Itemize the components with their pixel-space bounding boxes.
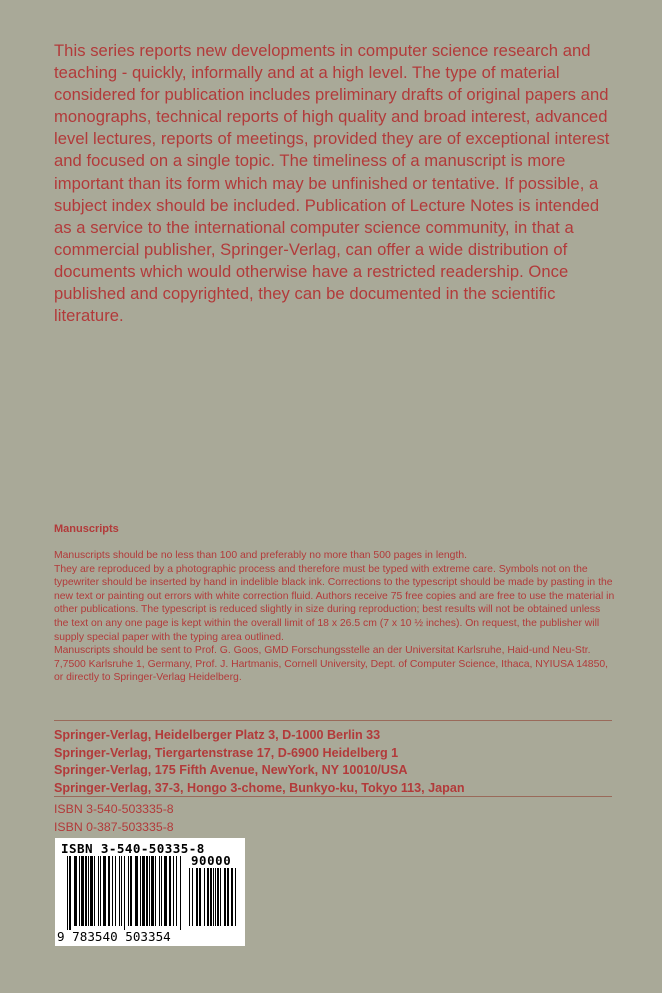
barcode-bar	[112, 856, 113, 926]
address-heidelberg: Springer-Verlag, Tiergartenstrase 17, D-6900 Heidelberg 1	[54, 745, 399, 760]
barcode-bar	[90, 856, 93, 926]
barcode-bar	[161, 856, 162, 926]
barcode-bar	[159, 856, 160, 926]
barcode-bar	[94, 856, 95, 926]
barcode-bar	[173, 856, 174, 926]
barcode-bar	[204, 868, 205, 926]
barcode-bar	[213, 868, 214, 926]
barcode-bar	[81, 856, 84, 926]
barcode-label	[55, 838, 245, 946]
barcode-bar	[231, 868, 233, 926]
barcode-bar	[199, 868, 201, 926]
manuscripts-heading: Manuscripts	[54, 523, 119, 535]
isbn-list	[54, 800, 174, 836]
barcode-bar	[100, 856, 101, 926]
barcode-bar	[164, 856, 167, 926]
barcode-ean-number: 9 783540 503354	[57, 929, 171, 944]
barcode-bar	[140, 856, 141, 926]
isbn-us: ISBN 0-387-503335-8	[54, 820, 174, 834]
barcode-bar	[67, 856, 68, 930]
barcode-bar	[124, 856, 125, 930]
isbn-german: ISBN 3-540-503335-8	[54, 802, 174, 816]
barcode-bar	[98, 856, 99, 926]
barcode-bar	[207, 868, 209, 926]
barcode-bar	[128, 856, 129, 926]
barcode-isbn-text: ISBN 3-540-50335-8	[61, 841, 205, 856]
address-tokyo: Springer-Verlag, 37-3, Hongo 3-chome, Bunkyo-ku, Tokyo 113, Japan	[54, 780, 465, 795]
address-new-york: Springer-Verlag, 175 Fifth Avenue, NewYork, NY 10010/USA	[54, 763, 408, 778]
barcode-addon-number: 90000	[191, 853, 232, 868]
barcode-bar	[210, 868, 212, 926]
barcode-bar	[192, 868, 193, 926]
barcode-bar	[130, 856, 132, 926]
manuscripts-typing-paragraph: They are reproduced by a photographic process and therefore must be typed with extreme care. Symbols not on the typewriter should be inserted by hand in indelible black ink. Corrections to the typescript should be made by pasting in the new text or painting out errors with white correction fluid. Authors receive 75 free copies and are free to use the material in other publications. The typescript is reduced slightly in size during reproduction; best results will not be obtained unless the text on any one page is kept within the overall limit of 18 x 26.5 cm (7 x 10 ½ inches). On request, the publisher will supply special paper with the typing area outlined.	[54, 563, 615, 643]
address-berlin: Springer-Verlag, Heidelberger Platz 3, D-1000 Berlin 33	[54, 728, 381, 742]
divider-bottom	[54, 796, 612, 797]
divider-top	[54, 720, 612, 721]
barcode-bar	[108, 856, 110, 926]
barcode-bar	[180, 856, 181, 930]
barcode-bar	[215, 868, 216, 926]
barcode-bar	[115, 856, 116, 926]
barcode-bar	[169, 856, 171, 926]
barcode-bar	[85, 856, 87, 926]
barcode-bar	[220, 868, 221, 926]
barcode-bar	[74, 856, 77, 926]
barcode-bar	[151, 856, 154, 926]
barcode-bar	[135, 856, 138, 926]
barcode-bar	[227, 868, 229, 926]
manuscripts-length-paragraph: Manuscripts should be no less than 100 and preferably no more than 500 pages in length.	[54, 550, 468, 561]
barcode-bar	[176, 856, 177, 926]
barcode-bar	[149, 856, 150, 926]
barcode-bar	[189, 868, 190, 926]
barcode-bar	[196, 868, 198, 926]
barcode-bar	[69, 856, 71, 930]
barcode-bar	[88, 856, 89, 926]
barcode-bar	[119, 856, 120, 926]
manuscripts-submission-paragraph: Manuscripts should be sent to Prof. G. Goos, GMD Forschungsstelle an der Universitat Karlsruhe, Haid-und Neu-Str. 7,7500 Karlsruhe 1, Germany, Prof. J. Hartmanis, Cornell University, Dept. of Computer Science, Ithaca, NYIUSA 14850, or directly to Springer-Verlag Heidelberg.	[54, 645, 609, 684]
publisher-addresses	[54, 727, 614, 797]
barcode-bar	[146, 856, 148, 926]
manuscripts-body	[54, 549, 616, 685]
barcode-bar	[79, 856, 80, 926]
barcode-bar	[142, 856, 145, 926]
barcode-bar	[217, 868, 219, 926]
barcode-bar	[224, 868, 226, 926]
barcode-bar	[103, 856, 106, 926]
barcode-bar	[155, 856, 156, 926]
barcode-bar	[235, 868, 236, 926]
series-description: This series reports new developments in computer science research and teaching - quickly, informally and at a high level. The type of material considered for publication includes preliminary drafts of original papers and monographs, technical reports of high quality and broad interest, advanced level lectures, reports of meetings, provided they are of exceptional interest and focused on a single topic. The timeliness of a manuscript is more important than its form which may be unfinished or tentative. If possible, a subject index should be included. Publication of Lecture Notes is intended as a service to the international computer science community, in that a commercial publisher, Springer-Verlag, can offer a wide distribution of documents which would otherwise have a restricted readership. Once published and copyrighted, they can be documented in the scientific literature.	[54, 41, 610, 326]
barcode-bar	[121, 856, 122, 926]
